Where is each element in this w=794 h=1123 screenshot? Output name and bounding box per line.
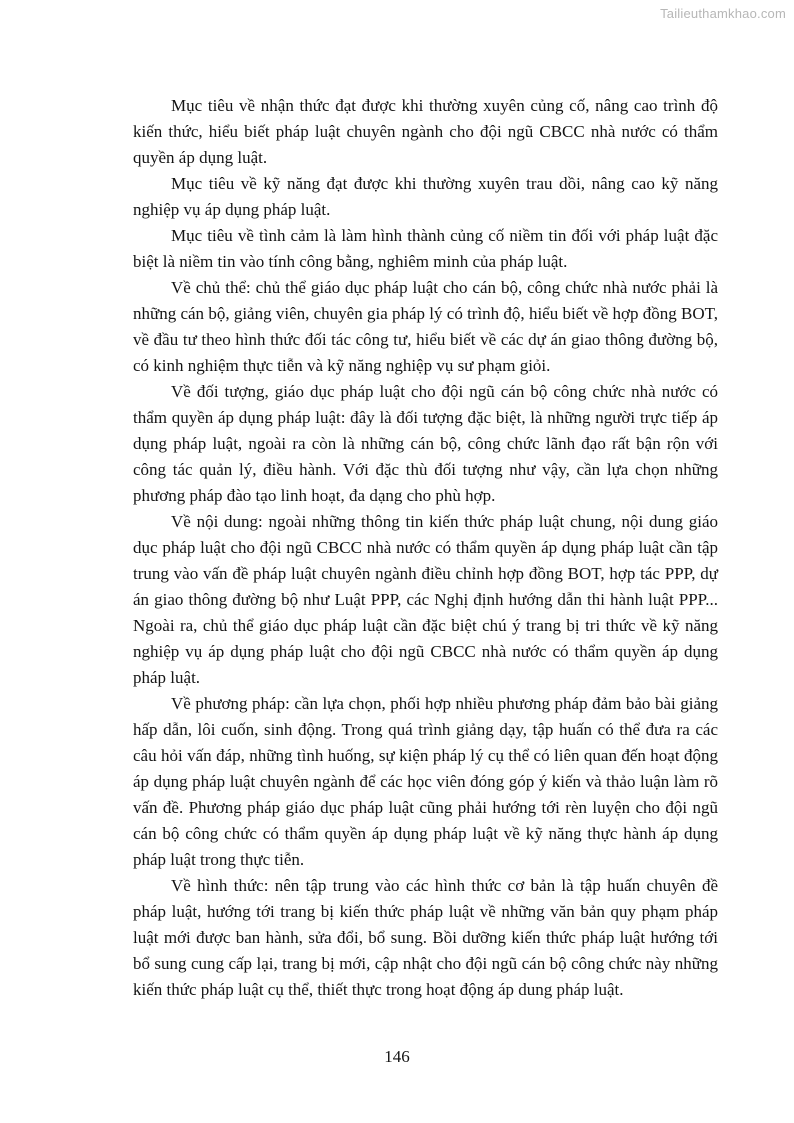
document-body: [133, 93, 718, 1003]
paragraph: Về phương pháp: cần lựa chọn, phối hợp nhiều phương pháp đảm bảo bài giảng hấp dẫn, lôi cuốn, sinh động. Trong quá trình giảng dạy, tập huấn có thể đưa ra các câu hỏi vấn đáp, những tình huống, sự kiện pháp lý cụ thể có liên quan đến hoạt động áp dụng pháp luật chuyên ngành để các học viên đóng góp ý kiến và thảo luận làm rõ vấn đề. Phương pháp giáo dục pháp luật cũng phải hướng tới rèn luyện cho đội ngũ cán bộ công chức có thẩm quyền áp dụng pháp luật về kỹ năng thực hành áp dụng pháp luật trong thực tiễn.: [133, 694, 718, 869]
paragraph: Về nội dung: ngoài những thông tin kiến thức pháp luật chung, nội dung giáo dục pháp luật cho đội ngũ CBCC nhà nước có thẩm quyền áp dụng pháp luật cần tập trung vào vấn đề pháp luật chuyên ngành điều chỉnh hợp đồng BOT, hợp tác PPP, dự án giao thông đường bộ như Luật PPP, các Nghị định hướng dẫn thi hành luật PPP... Ngoài ra, chủ thể giáo dục pháp luật cần đặc biệt chú ý trang bị tri thức về kỹ năng nghiệp vụ áp dụng pháp luật cho đội ngũ CBCC nhà nước có thẩm quyền áp dụng pháp luật.: [133, 512, 718, 687]
paragraph: Về hình thức: nên tập trung vào các hình thức cơ bản là tập huấn chuyên đề pháp luật, hướng tới trang bị kiến thức pháp luật về những văn bản quy phạm pháp luật mới được ban hành, sửa đổi, bổ sung. Bồi dưỡng kiến thức pháp luật hướng tới bổ sung cung cấp lại, trang bị mới, cập nhật cho đội ngũ cán bộ công chức này những kiến thức pháp luật cụ thể, thiết thực trong hoạt động áp dung pháp luật.: [133, 876, 718, 999]
paragraph: Về đối tượng, giáo dục pháp luật cho đội ngũ cán bộ công chức nhà nước có thẩm quyền áp dụng pháp luật: đây là đối tượng đặc biệt, là những người trực tiếp áp dụng pháp luật, ngoài ra còn là những cán bộ, công chức lãnh đạo rất bận rộn với công tác quản lý, điều hành. Với đặc thù đối tượng như vậy, cần lựa chọn những phương pháp đào tạo linh hoạt, đa dạng cho phù hợp.: [133, 382, 718, 505]
page-number: 146: [384, 1047, 410, 1066]
paragraph: Về chủ thể: chủ thể giáo dục pháp luật cho cán bộ, công chức nhà nước phải là những cán bộ, giảng viên, chuyên gia pháp lý có trình độ, hiểu biết về hợp đồng BOT, về đầu tư theo hình thức đối tác công tư, hiểu biết về các dự án giao thông đường bộ, có kinh nghiệm thực tiễn và kỹ năng nghiệp vụ sư phạm giỏi.: [133, 278, 718, 375]
paragraph: Mục tiêu về nhận thức đạt được khi thường xuyên củng cố, nâng cao trình độ kiến thức, hiểu biết pháp luật chuyên ngành cho đội ngũ CBCC nhà nước có thẩm quyền áp dụng luật.: [133, 96, 718, 167]
paragraph: Mục tiêu về kỹ năng đạt được khi thường xuyên trau dồi, nâng cao kỹ năng nghiệp vụ áp dụng pháp luật.: [133, 174, 718, 219]
watermark-text: Tailieuthamkhao.com: [660, 6, 786, 21]
paragraph: Mục tiêu về tình cảm là làm hình thành củng cố niềm tin đối với pháp luật đặc biệt là niềm tin vào tính công bằng, nghiêm minh của pháp luật.: [133, 226, 718, 271]
